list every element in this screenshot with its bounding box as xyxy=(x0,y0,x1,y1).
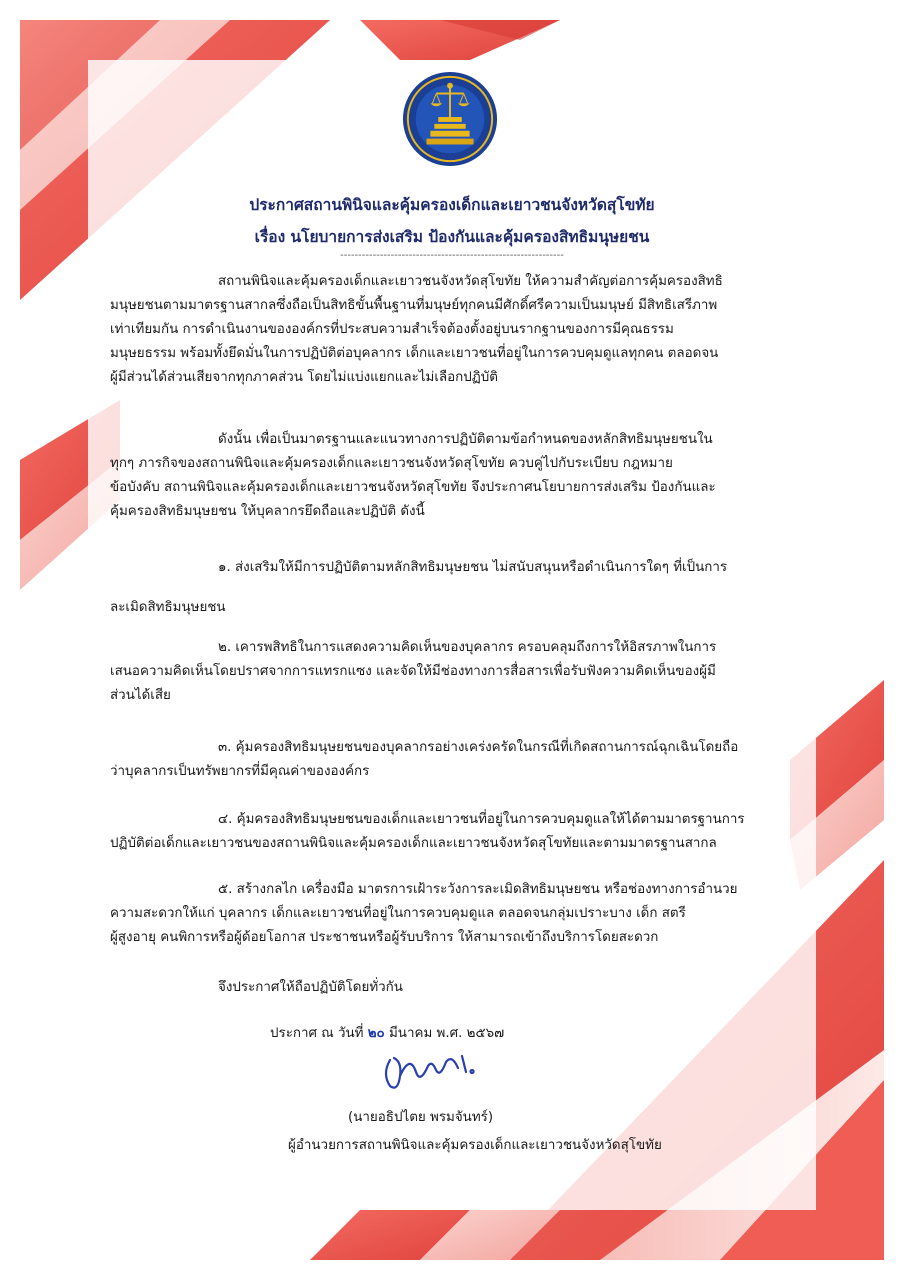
policy-item-2: ๒. เคารพสิทธิในการแสดงความคิดเห็นของบุคลากร ครอบคลุมถึงการให้อิสรภาพในการ เสนอความคิดเห็นโดยปราศจากการแทรกแซง และจัดให้มีช่องทางการสื่อสารเพื่อรับฟังความคิดเห็นของผู้มี ส่วนได้เสีย xyxy=(110,640,717,703)
handwritten-signature xyxy=(376,1046,486,1096)
policy-item-5: ๕. สร้างกลไก เครื่องมือ มาตรการเฝ้าระวังการละเมิดสิทธิมนุษยชน หรือช่องทางการอำนวย ความสะดวกให้แก่ บุคลากร เด็กและเยาวชนที่อยู่ในการควบคุมดูแล ตลอดจนกลุ่มเปราะบาง เด็ก สตรี ผู้สูงอายุ คนพิการหรือผู้ด้อยโอกาส ประชาชนหรือผู้รับบริการ ให้สามารถเข้าถึงบริการโดยสะดวก xyxy=(110,882,738,945)
announcement-title: ประกาศสถานพินิจและคุ้มครองเด็กและเยาวชนจังหวัดสุโขทัย xyxy=(249,196,655,214)
date-day: ๒๐ xyxy=(367,1026,385,1041)
signatory-position: ผู้อำนวยการสถานพินิจและคุ้มครองเด็กและเยาวชนจังหวัดสุโขทัย xyxy=(288,1138,662,1153)
announcement-date xyxy=(270,1022,504,1043)
title-separator: -------------------------------------------------------------- xyxy=(340,250,564,261)
closing-statement: จึงประกาศให้ถือปฏิบัติโดยทั่วกัน xyxy=(218,980,403,995)
department-seal-icon xyxy=(401,70,499,168)
intro-paragraph: สถานพินิจและคุ้มครองเด็กและเยาวชนจังหวัดสุโขทัย ให้ความสำคัญต่อการคุ้มครองสิทธิ มนุษยชนตามมาตรฐานสากลซึ่งถือเป็นสิทธิขั้นพื้นฐานที่มนุษย์ทุกคนมีศักดิ์ศรีความเป็นมนุษย์ มีสิทธิเสรีภาพ เท่าเทียมกัน การดำเนินงานขององค์กรที่ประสบความสำเร็จต้องตั้งอยู่บนรากฐานของการมีคุณธรรม มนุษยธรรม พร้อมทั้งยึดมั่นในการปฏิบัติต่อบุคลากร เด็กและเยาวชนที่อยู่ในการควบคุมดูแลทุกคน ตลอดจน ผู้มีส่วนได้ส่วนเสียจากทุกภาคส่วน โดยไม่แบ่งแยกและไม่เลือกปฏิบัติ xyxy=(110,274,723,385)
policy-item-1: ๑. ส่งเสริมให้มีการปฏิบัติตามหลักสิทธิมนุษยชน ไม่สนับสนุนหรือดำเนินการใดๆ ที่เป็นการ xyxy=(218,560,728,575)
policy-item-4: ๔. คุ้มครองสิทธิมนุษยชนของเด็กและเยาวชนที่อยู่ในการควบคุมดูแลให้ได้ตามมาตรฐานการ ปฏิบัติต่อเด็กและเยาวชนของสถานพินิจและคุ้มครองเด็กและเยาวชนจังหวัดสุโขทัยและตามมาตรฐานสากล xyxy=(110,812,745,851)
policy-preamble-paragraph: ดังนั้น เพื่อเป็นมาตรฐานและแนวทางการปฏิบัติตามข้อกำหนดของหลักสิทธิมนุษยชนใน ทุกๆ ภารกิจของสถานพินิจและคุ้มครองเด็กและเยาวชนจังหวัดสุโขทัย ควบคู่ไปกับระเบียบ กฎหมาย ข้อบังคับ สถานพินิจและคุ้มครองเด็กและเยาวชนจังหวัดสุโขทัย จึงประกาศนโยบายการส่งเสริม ป้องกันและ คุ้มครองสิทธิมนุษยชน ให้บุคลากรยึดถือและปฏิบัติ ดังนี้ xyxy=(110,432,716,519)
date-month-year: มีนาคม พ.ศ. ๒๕๖๗ xyxy=(388,1026,505,1041)
policy-item-1-continued: ละเมิดสิทธิมนุษยชน xyxy=(110,600,226,615)
signatory-name: (นายอธิปไตย พรมจันทร์) xyxy=(348,1110,494,1125)
policy-item-3: ๓. คุ้มครองสิทธิมนุษยชนของบุคลากรอย่างเคร่งครัดในกรณีที่เกิดสถานการณ์ฉุกเฉินโดยถือ ว่าบุคลากรเป็นทรัพยากรที่มีคุณค่าขององค์กร xyxy=(110,740,739,779)
announcement-subject: เรื่อง นโยบายการส่งเสริม ป้องกันและคุ้มครองสิทธิมนุษยชน xyxy=(254,228,650,246)
date-prefix: ประกาศ ณ วันที่ xyxy=(270,1026,364,1041)
